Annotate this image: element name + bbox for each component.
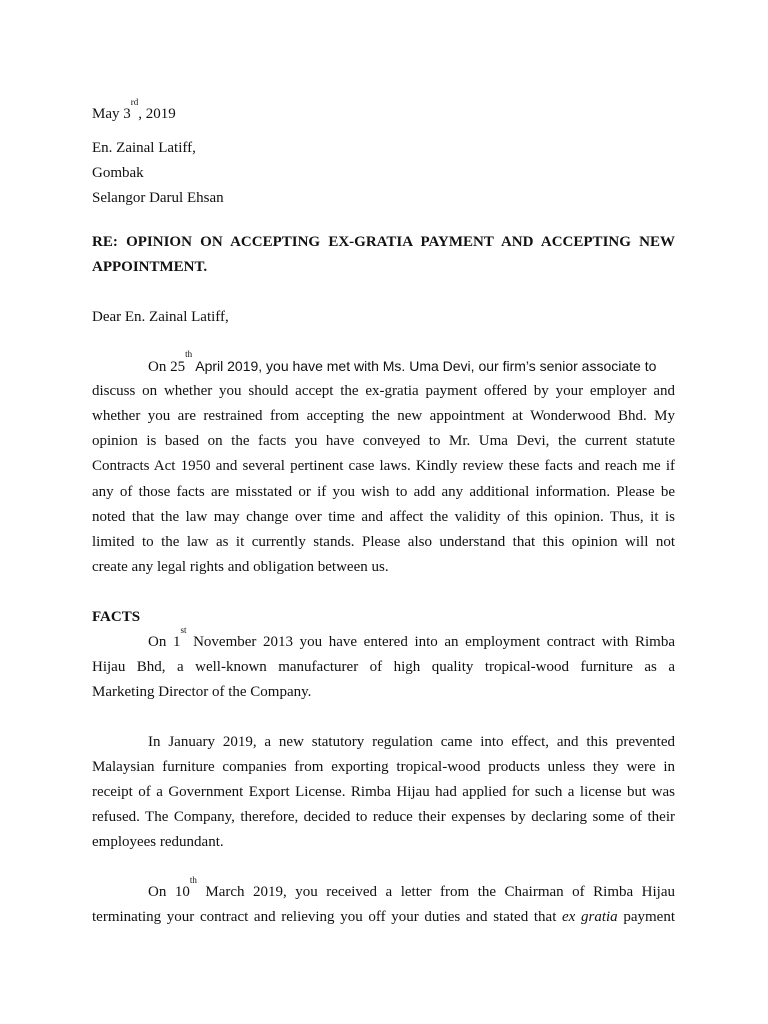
salutation: Dear En. Zainal Latiff, — [92, 309, 229, 325]
intro-line-6: any of those facts are misstated or if you wish to add any additional information. Please be — [92, 484, 675, 500]
facts1-line-2: Hijau Bhd, a well-known manufacturer of high quality tropical-wood furniture as a — [92, 659, 675, 675]
facts2-line-3: receipt of a Government Export License. Rimba Hijau had applied for such a license but was — [92, 784, 675, 800]
intro-line-1: On 25th April 2019, you have met with Ms. Uma Devi, our firm’s senior associate to — [148, 349, 657, 375]
facts1-line-1: On 1st November 2013 you have entered into an employment contract with Rimba — [148, 625, 675, 650]
intro-line-4: opinion is based on the facts you have conveyed to Mr. Uma Devi, the current statute — [92, 433, 675, 449]
intro-line-2: discuss on whether you should accept the ex-gratia payment offered by your employer and — [92, 383, 675, 399]
facts-heading: FACTS — [92, 609, 141, 625]
intro-line-3: whether you are restrained from accepting the new appointment at Wonderwood Bhd. My — [92, 408, 675, 424]
intro-line-8: limited to the law as it currently stands. Please also understand that this opinion will not — [92, 534, 675, 550]
facts2-line-2: Malaysian furniture companies from exporting tropical-wood products unless they were in — [92, 759, 675, 775]
subject-line-2: APPOINTMENT. — [92, 259, 208, 275]
recipient-name: En. Zainal Latiff, — [92, 140, 196, 156]
subject-line-1: RE: OPINION ON ACCEPTING EX-GRATIA PAYMENT AND ACCEPTING NEW — [92, 234, 675, 250]
letter-date: May 3rd, 2019 — [92, 97, 176, 122]
recipient-city: Gombak — [92, 165, 144, 181]
facts2-line-4: refused. The Company, therefore, decided to reduce their expenses by declaring some of their — [92, 809, 675, 825]
facts1-line-3: Marketing Director of the Company. — [92, 684, 312, 700]
intro-line-5: Contracts Act 1950 and several pertinent case laws. Kindly review these facts and reach me if — [92, 458, 675, 474]
intro-line-9: create any legal rights and obligation between us. — [92, 559, 389, 575]
facts2-line-1: In January 2019, a new statutory regulation came into effect, and this prevented — [148, 734, 675, 750]
facts2-line-5: employees redundant. — [92, 834, 224, 850]
facts3-line-2: terminating your contract and relieving you off your duties and stated that ex gratia payment — [92, 909, 675, 925]
intro-line-7: noted that the law may change over time and affect the validity of this opinion. Thus, it is — [92, 509, 675, 525]
facts3-line-1: On 10th March 2019, you received a letter from the Chairman of Rimba Hijau — [148, 875, 675, 900]
recipient-state: Selangor Darul Ehsan — [92, 190, 224, 206]
